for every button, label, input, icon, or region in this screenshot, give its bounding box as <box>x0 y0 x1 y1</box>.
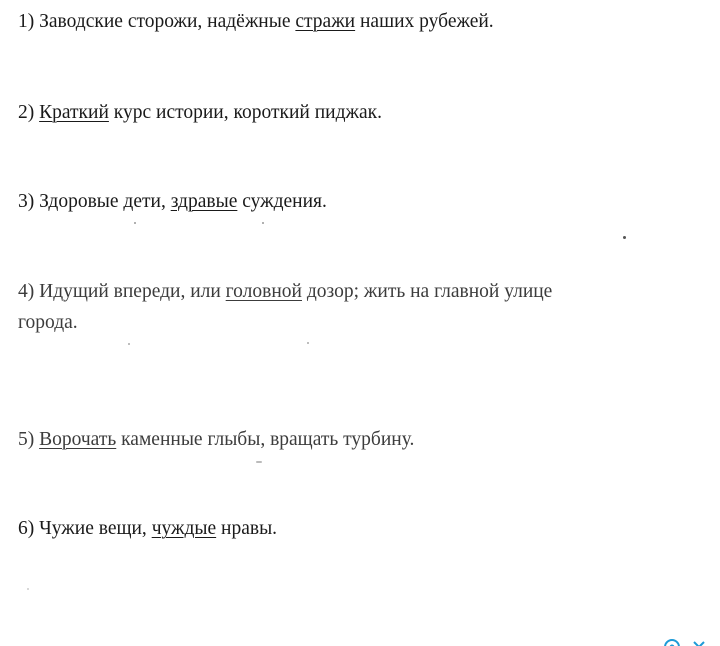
sentence-text-after: наших рубежей. <box>355 11 494 32</box>
sentence-number: 4) <box>18 281 35 302</box>
sentence-number: 5) <box>18 429 35 450</box>
scan-speck <box>623 236 626 239</box>
underlined-word: здравые <box>170 191 238 212</box>
sentence-text-after: курс истории, короткий пиджак. <box>108 102 382 123</box>
search-icon[interactable] <box>660 636 720 646</box>
sentence-text-after: нравы. <box>216 518 278 539</box>
sentence-text-before: Заводские сторожи, надёжные <box>34 11 296 32</box>
sentence-number: 6) <box>18 518 35 539</box>
underlined-word: головной <box>225 281 302 302</box>
sentence-3 <box>18 186 327 217</box>
sentence-text-after: суждения. <box>237 191 327 212</box>
sentence-text-after: дозор; жить на главной улице <box>302 281 553 302</box>
sentence-text-before: Здоровые дети, <box>34 191 171 212</box>
underlined-word: чуждые <box>151 518 217 539</box>
underlined-word: стражи <box>295 11 356 32</box>
sentence-number: 2) <box>18 102 35 123</box>
scan-speck <box>128 343 130 345</box>
sentence-text-before: Чужие вещи, <box>34 518 152 539</box>
sentence-number: 3) <box>18 191 35 212</box>
underlined-word: Ворочать <box>39 429 117 450</box>
scan-speck <box>262 222 264 224</box>
sentence-text-after: каменные глыбы, вращать турбину. <box>116 429 415 450</box>
sentence-5 <box>18 424 414 455</box>
underlined-word: Краткий <box>39 102 109 123</box>
scan-speck <box>307 342 309 344</box>
sentence-2 <box>18 97 382 128</box>
sentence-4 <box>18 276 552 338</box>
sentence-number: 1) <box>18 11 35 32</box>
scan-speck <box>134 222 136 224</box>
sentence-text-before: Идущий впереди, или <box>34 281 226 302</box>
sentence-6 <box>18 513 277 544</box>
sentence-1 <box>18 6 494 37</box>
sentence-continuation: города. <box>18 312 78 333</box>
scan-speck <box>256 461 262 463</box>
sentence-line-1 <box>18 276 552 307</box>
scan-speck <box>27 588 29 590</box>
